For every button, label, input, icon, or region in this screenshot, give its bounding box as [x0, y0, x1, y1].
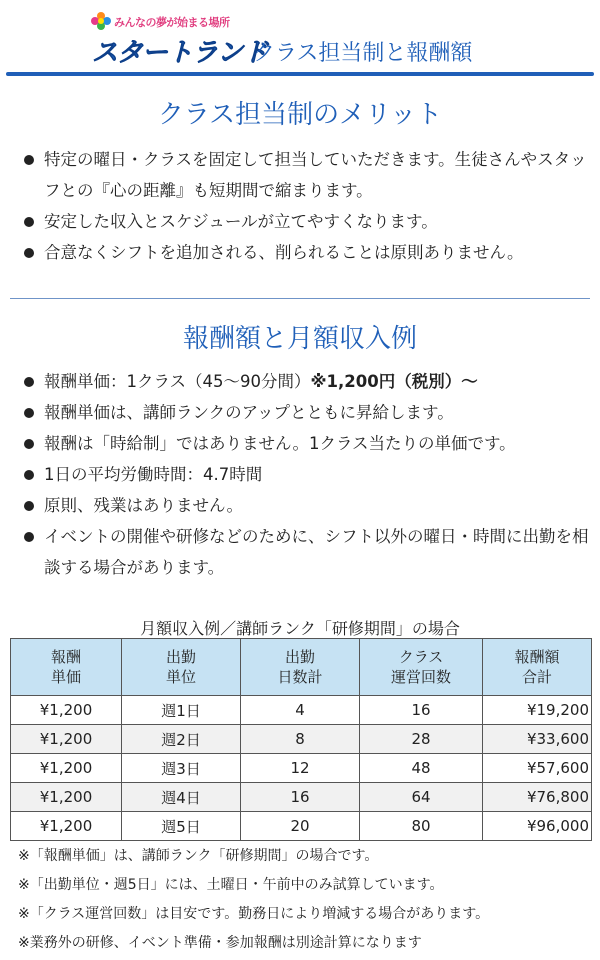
list-item [20, 366, 590, 397]
table-row [11, 725, 592, 754]
table-cell: 16 [360, 696, 483, 725]
list-item: 報酬は「時給制」ではありません。1クラス当たりの単価です。 [20, 428, 590, 459]
table-row [11, 783, 592, 812]
table-cell: 週5日 [122, 812, 241, 841]
logo [88, 8, 268, 70]
page-title: クラス担当制と報酬額 [253, 41, 473, 66]
table-cell: 64 [360, 783, 483, 812]
table-cell: 80 [360, 812, 483, 841]
note-line: ※「出勤単位・週5日」には、土曜日・午前中のみ試算しています。 [18, 877, 444, 893]
note-line: ※「報酬単価」は、講師ランク「研修期間」の場合です。 [18, 848, 379, 864]
header-line: クラス [398, 648, 444, 666]
table-cell: ¥19,200 [483, 696, 592, 725]
table-cell: ¥96,000 [483, 812, 592, 841]
header-rule [6, 72, 594, 76]
table-cell: ¥1,200 [11, 754, 122, 783]
note-line: ※「クラス運営回数」は目安です。勤務日により増減する場合があります。 [18, 906, 490, 922]
table-cell: 28 [360, 725, 483, 754]
header-cell [360, 639, 483, 696]
table-caption: 月額収入例／講師ランク「研修期間」の場合 [140, 619, 460, 638]
list-item: イベントの開催や研修などのために、シフト以外の曜日・時間に出勤を相談する場合があります。 [20, 521, 590, 583]
logo-brand: スタートランド [92, 38, 268, 68]
table-header-row [11, 639, 592, 696]
section-divider [10, 298, 590, 299]
header-line: 日数計 [277, 668, 323, 686]
header-cell [483, 639, 592, 696]
header-line: 報酬 [50, 648, 81, 666]
table-cell: 4 [241, 696, 360, 725]
list-item: 原則、残業はありません。 [20, 490, 590, 521]
header-line: 単位 [165, 668, 196, 686]
pay-list [20, 366, 590, 583]
rate-emphasis: ※1,200円（税別）〜 [310, 372, 478, 391]
table-cell: ¥33,600 [483, 725, 592, 754]
table-cell: 週2日 [122, 725, 241, 754]
table-cell: 週3日 [122, 754, 241, 783]
pay-section-title: 報酬額と月額収入例 [182, 324, 417, 354]
header-cell [122, 639, 241, 696]
table-cell: 48 [360, 754, 483, 783]
table-cell: 8 [241, 725, 360, 754]
header [0, 0, 600, 78]
merit-section-title: クラス担当制のメリット [157, 100, 443, 130]
table-row [11, 696, 592, 725]
table-cell: 20 [241, 812, 360, 841]
logo-tagline: みんなの夢が始まる場所 [114, 16, 230, 29]
list-item: 安定した収入とスケジュールが立てやすくなります。 [20, 206, 590, 237]
merit-list [20, 144, 590, 268]
table-cell: ¥1,200 [11, 725, 122, 754]
header-cell [11, 639, 122, 696]
table-cell: ¥1,200 [11, 696, 122, 725]
header-line: 単価 [50, 668, 81, 686]
header-line: 出勤 [284, 648, 315, 666]
header-line: 出勤 [165, 648, 196, 666]
table-cell: 16 [241, 783, 360, 812]
flower-logo-icon [90, 10, 112, 32]
table-cell: 週4日 [122, 783, 241, 812]
table-cell: ¥76,800 [483, 783, 592, 812]
table-cell: 週1日 [122, 696, 241, 725]
table-row [11, 754, 592, 783]
note-line: ※業務外の研修、イベント準備・参加報酬は別途計算になります [18, 935, 422, 951]
table-cell: ¥1,200 [11, 812, 122, 841]
table-cell: ¥1,200 [11, 783, 122, 812]
header-line: 報酬額 [514, 648, 560, 666]
header-cell [241, 639, 360, 696]
table-cell: 12 [241, 754, 360, 783]
list-item: 特定の曜日・クラスを固定して担当していただきます。生徒さんやスタッフとの『心の距離』も短期間で縮まります。 [20, 144, 590, 206]
header-line: 合計 [521, 668, 552, 686]
list-item: 報酬単価は、講師ランクのアップとともに昇給します。 [20, 397, 590, 428]
list-item: 1日の平均労働時間：4.7時間 [20, 459, 590, 490]
rate-text: 報酬単価：1クラス（45〜90分間） [44, 372, 311, 391]
notes [18, 842, 593, 958]
list-item: 合意なくシフトを追加される、削られることは原則ありません。 [20, 237, 590, 268]
income-table [10, 638, 592, 841]
header-line: 運営回数 [390, 668, 451, 686]
table-row [11, 812, 592, 841]
table-cell: ¥57,600 [483, 754, 592, 783]
